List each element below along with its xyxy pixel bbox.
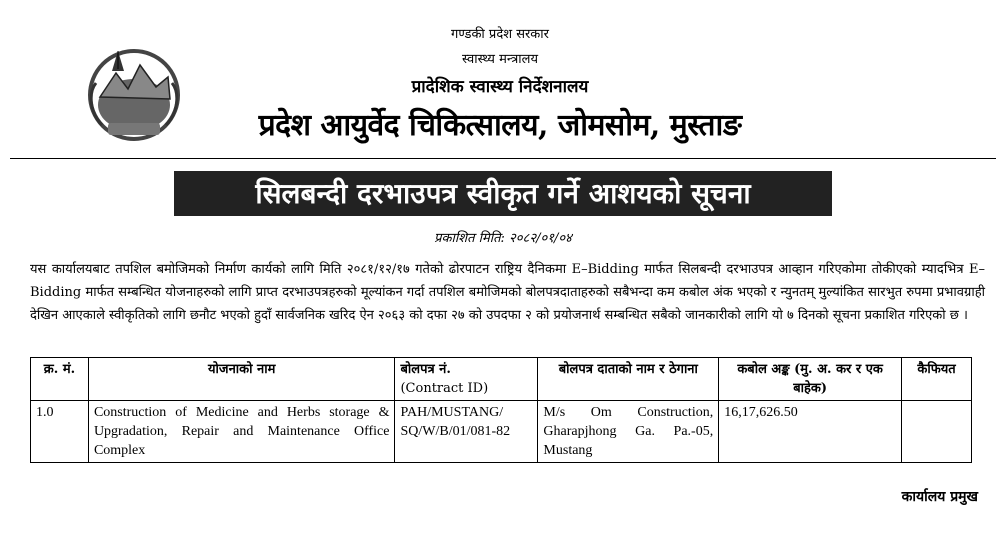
col-bidder: बोलपत्र दाताको नाम र ठेगाना bbox=[538, 358, 719, 401]
notice-paragraph: यस कार्यालयबाट तपशिल बमोजिमको निर्माण कार्यको लागि मिति २०८१/१२/१७ गतेको ढोरपाटन राष्ट्रिय दैनिकमा E–Bidding मार्फत सिलबन्दी दरभाउपत्र आव्हान गरिएकोमा तोकीएको म्यादभित्र E–Bidding मार्फत सम्बन्धित योजनाहरुको लागि प्राप्त दरभाउपत्रहरुको मूल्यांकन गर्दा तपशिल बमोजिमको बोलपत्रदाताहरुको सबैभन्दा कम कबोल अंक भएको र न्युनतम् मुल्यांकित सारभुत रुपमा प्रभावग्राही देखिन आएकाले स्वीकृतिको लागि छनौट भएको हुदाँ सार्वजनिक खरिद ऐन २०६३ को दफा २७ को उपदफा २ को प्रयोजनार्थ सम्बन्धित सबैको जानकारीको लागि यो ७ दिनको सूचना प्रकाशित गरिएको छ । bbox=[30, 262, 985, 323]
cell-project: Construction of Medicine and Herbs storage & Upgradation, Repair and Maintenance Office Complex bbox=[88, 401, 395, 463]
col-remarks: कैफियत bbox=[902, 358, 972, 401]
col-contract-np: बोलपत्र नं. bbox=[400, 362, 451, 377]
publication-date: प्रकाशित मिति: २०८२/०१/०४ bbox=[434, 231, 572, 246]
gov-name: गण्डकी प्रदेश सरकार bbox=[451, 27, 549, 42]
cell-amount: 16,17,626.50 bbox=[719, 401, 902, 463]
cell-remarks bbox=[902, 401, 972, 463]
table-row bbox=[31, 401, 972, 463]
hospital-name: प्रदेश आयुर्वेद चिकित्सालय, जोमसोम, मुस्ताङ bbox=[258, 108, 742, 143]
cell-sn: 1.0 bbox=[31, 401, 89, 463]
bid-table bbox=[30, 357, 972, 463]
col-contract bbox=[395, 358, 538, 401]
header-divider bbox=[10, 158, 996, 159]
table-header-row bbox=[31, 358, 972, 401]
directorate-name: प्रादेशिक स्वास्थ्य निर्देशनालय bbox=[411, 77, 589, 97]
notice-title: सिलबन्दी दरभाउपत्र स्वीकृत गर्ने आशयको सूचना bbox=[174, 171, 832, 216]
col-sn: क्र. मं. bbox=[31, 358, 89, 401]
col-project: योजनाको नाम bbox=[88, 358, 395, 401]
cell-contract-id: PAH/MUSTANG/ SQ/W/B/01/081-82 bbox=[395, 401, 538, 463]
col-contract-en: (Contract ID) bbox=[400, 381, 489, 396]
cell-bidder: M/s Om Construction, Gharapjhong Ga. Pa.-05, Mustang bbox=[538, 401, 719, 463]
col-amount: कबोल अङ्क (मु. अ. कर र एक बाहेक) bbox=[719, 358, 902, 401]
office-chief-signoff: कार्यालय प्रमुख bbox=[901, 489, 978, 505]
ministry-name: स्वास्थ्य मन्त्रालय bbox=[461, 52, 539, 67]
